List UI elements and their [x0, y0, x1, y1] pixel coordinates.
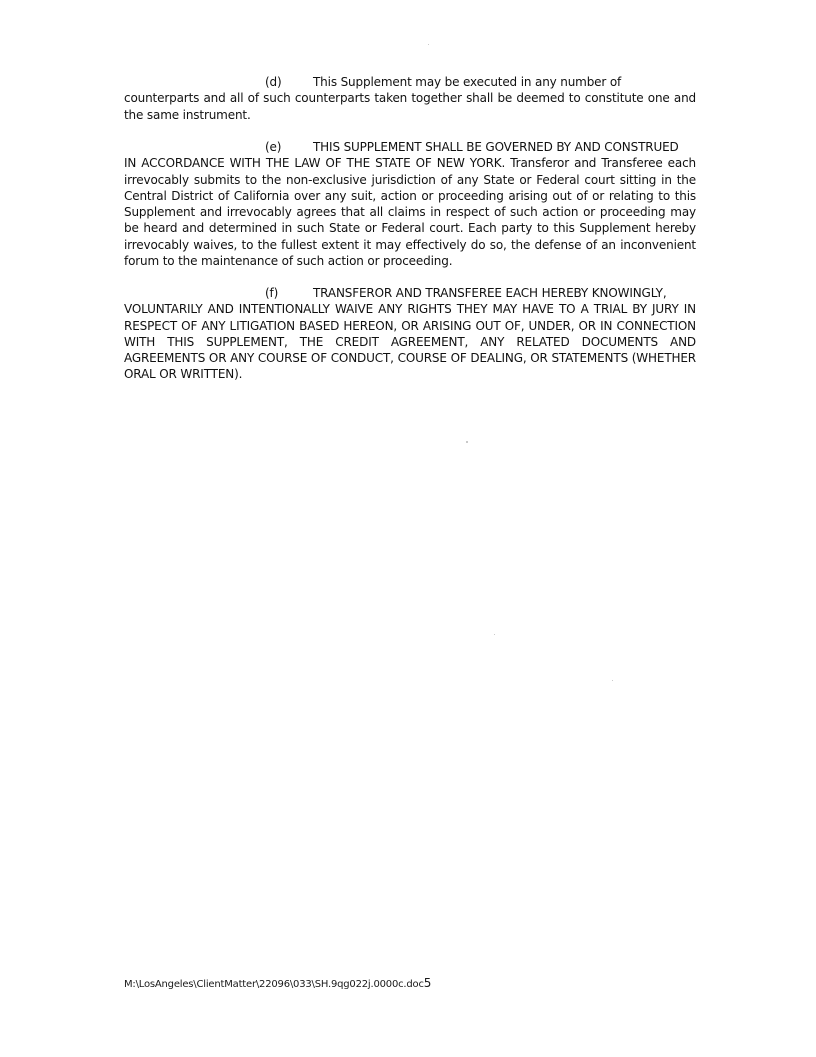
paragraph-f [124, 285, 696, 383]
scan-speck [612, 680, 613, 681]
paragraph-e-body: IN ACCORDANCE WITH THE LAW OF THE STATE OF NEW YORK. Transferor and Transferee each irrevocably submits to the non-exclusive jurisdiction of any State or Federal court sitting in the Central District of California over any suit, action or proceeding arising out of or relating to this Supplement and irrevocably agrees that all claims in respect of such action or proceeding may be heard and determined in such State or Federal court. Each party to this Supplement hereby irrevocably waives, to the fullest extent it may effectively do so, the defense of an inconvenient forum to the maintenance of such action or proceeding. [124, 156, 696, 269]
scan-speck [428, 44, 429, 45]
footer-file-path [124, 976, 431, 990]
scan-speck [466, 441, 468, 443]
footer-path-text: M:\LosAngeles\ClientMatter\22096\033\SH.9qg022j.0000c.doc [124, 979, 424, 990]
paragraph-e-lead-text: THIS SUPPLEMENT SHALL BE GOVERNED BY AND CONSTRUED [313, 140, 679, 154]
paragraph-d-first-line [124, 74, 696, 90]
paragraph-d-body: counterparts and all of such counterparts taken together shall be deemed to constitute one and the same instrument. [124, 91, 696, 122]
paragraph-e-first-line [124, 139, 696, 155]
paragraph-e [124, 139, 696, 269]
page-number: 5 [423, 976, 432, 990]
paragraph-f-lead-text: TRANSFEROR AND TRANSFEREE EACH HEREBY KNOWINGLY, [313, 286, 667, 300]
paragraph-f-first-line [124, 285, 696, 301]
scan-speck [494, 634, 495, 635]
paragraph-f-marker: (f) [265, 286, 279, 300]
paragraph-d-lead-text: This Supplement may be executed in any number of [313, 75, 622, 89]
paragraph-d [124, 74, 696, 123]
paragraph-d-marker: (d) [265, 75, 282, 89]
paragraph-f-body: VOLUNTARILY AND INTENTIONALLY WAIVE ANY RIGHTS THEY MAY HAVE TO A TRIAL BY JURY IN RESPECT OF ANY LITIGATION BASED HEREON, OR ARISING OUT OF, UNDER, OR IN CONNECTION WITH THIS SUPPLEMENT, THE CREDIT AGREEMENT, ANY RELATED DOCUMENTS AND AGREEMENTS OR ANY COURSE OF CONDUCT, COURSE OF DEALING, OR STATEMENTS (WHETHER ORAL OR WRITTEN). [124, 302, 696, 382]
paragraph-e-marker: (e) [265, 140, 282, 154]
